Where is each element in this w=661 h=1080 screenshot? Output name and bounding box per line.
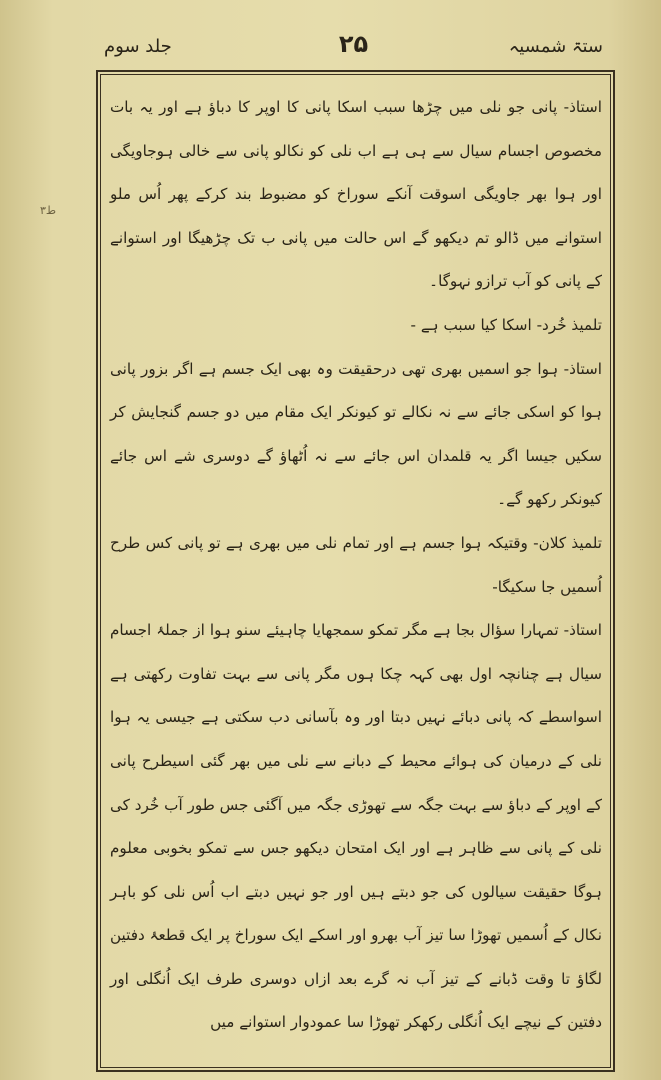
page-header — [96, 30, 611, 70]
paragraph-elder-student-1: تلمیذ کلان- وقتیکہ ہوا جسم ہے اور تمام نلی میں بھری ہے تو پانی کس طرح اُسمیں جا سکیگا- — [110, 533, 602, 596]
body-text — [110, 86, 602, 1045]
paragraph-teacher-3: استاذ- تمہارا سؤال بجا ہے مگر تمکو سمجھایا چاہیئے سنو ہوا از جملۂ اجسام سیال ہے چنانچہ اول بھی کہہ چکا ہوں مگر پانی سے بہت تفاوت رکھتی ہے اسواسطے کہ پانی دبائے نہیں دبتا اور وہ بآسانی دب سکتی ہے جیسی یہ ہوا نلی کے درمیان کی ہوائے محیط کے دبانے سے نلی میں بھر گئی اسیطرح پانی کے اوپر کے دباؤ سے بہت جگہ سے تھوڑی جگہ میں آگئی جس طور آب خُرد کی نلی کے پانی سے ظاہر ہے اور ایک امتحان دیکھو جس سے تمکو بخوبی معلوم ہوگا حقیقت سیالوں کی جو دبتے ہیں اور جو نہیں دبتے اب اُس نلی کو باہر نکال کے اُسمیں تھوڑا سا تیز آب بھرو اور اسکے ایک سوراخ پر ایک قطعۂ دفتین لگاؤ تا وقت ڈبانے کے تیز آب نہ گرے بعد ازاں دوسری طرف ایک اُنگلی اور دفتین کے نیچے ایک اُنگلی رکھکر تھوڑا سا عمودوار استوانے میں — [110, 621, 602, 1032]
paragraph-teacher-2: استاذ- ہوا جو اسمیں بھری تھی درحقیقت وہ بھی ایک جسم ہے اگر بزور پانی ہوا کو اسکی جائے سے نہ نکالے تو کیونکر ایک مقام میں دو جسم گنجایش کر سکیں جیسا اگر یہ قلمدان اس جائے سے نہ اُٹھاؤ گے دوسری شے اس جائے کیونکر رکھو گے۔ — [110, 359, 602, 509]
volume-label: جلد سوم — [104, 36, 172, 57]
margin-note: ۳ط — [40, 204, 57, 217]
book-title: ستۃ شمسیہ — [508, 36, 603, 57]
paragraph-teacher-1: استاذ- پانی جو نلی میں چڑھا سبب اسکا پانی کا اوپر کا دباؤ ہے اور یہ بات مخصوص اجسام سیال سے ہی ہے اب نلی کو نکالو پانی سے خالی ہوجاویگی اور ہوا بھر جاویگی اسوقت آنکے سوراخ کو مضبوط بند کرکے پھر اُس ملو استوانے میں ڈالو تم دیکھو گے اس حالت میں پانی ب تک چڑھیگا اور استوانے کے پانی کو آب ترازو نہوگا۔ — [110, 98, 602, 291]
page-number: ۲۵ — [338, 30, 369, 58]
paragraph-young-student-1: تلمیذ خُرد- اسکا کیا سبب ہے - — [410, 315, 602, 334]
